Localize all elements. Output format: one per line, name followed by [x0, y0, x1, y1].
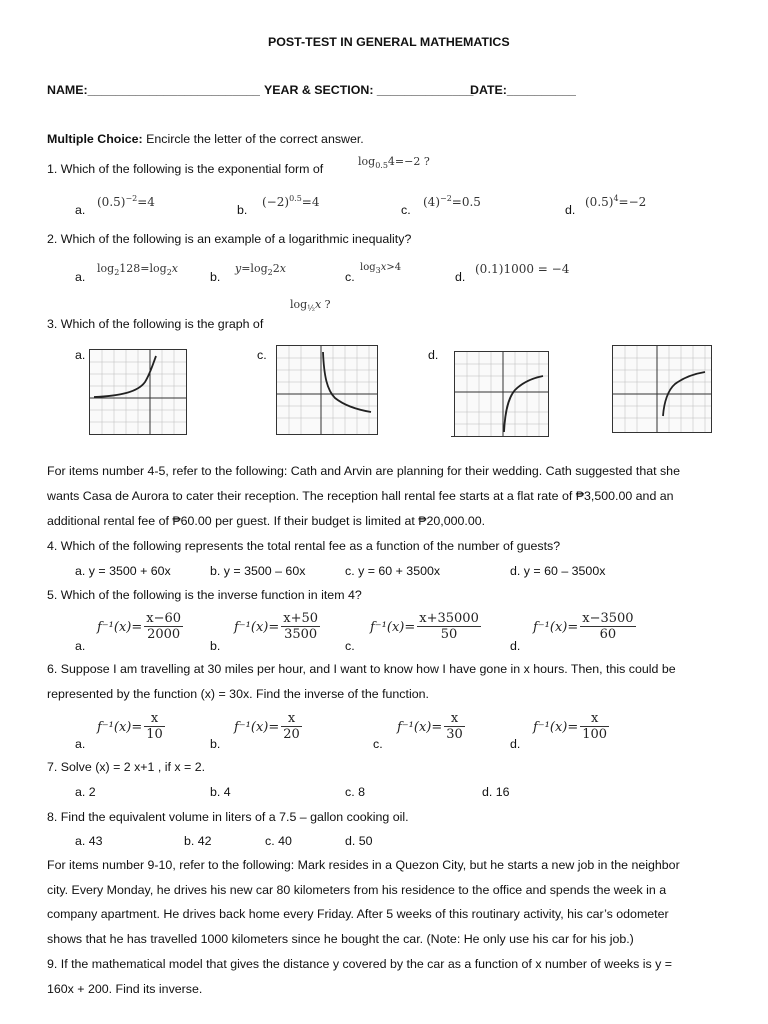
- q5-option-a-letter[interactable]: a.: [75, 639, 86, 653]
- q1-option-c-letter[interactable]: c.: [401, 203, 411, 217]
- q5-a-den: 2000: [147, 627, 181, 642]
- q8-option-d[interactable]: d. 50: [345, 834, 373, 848]
- q4-text: 4. Which of the following represents the total rental fee as a function of the number of guests?: [47, 539, 561, 553]
- q6-line1: 6. Suppose I am travelling at 30 miles per hour, and I want to know how I have gone in x hours. Then, this could be: [47, 662, 676, 676]
- q1-option-a-math: $(0.5)^{-2}=4$: [97, 194, 155, 209]
- q1-option-a-letter[interactable]: a.: [75, 203, 86, 217]
- q7-option-c[interactable]: c. 8: [345, 785, 365, 799]
- q4-option-b[interactable]: b. y = 3500 – 60x: [210, 564, 306, 578]
- q2-option-a-math: $\log_2128=\log_2x$: [97, 262, 178, 278]
- q5-b-num: x+50: [283, 611, 319, 626]
- q3-text: 3. Which of the following is the graph of: [47, 317, 264, 331]
- q8-option-b[interactable]: b. 42: [184, 834, 212, 848]
- q6-a-den: 10: [146, 727, 163, 742]
- q5-b-den: 3500: [284, 627, 318, 642]
- passage1-line1: For items number 4-5, refer to the following: Cath and Arvin are planning for their wedding. Cath suggested that she: [47, 464, 680, 478]
- q4-option-a[interactable]: a. y = 3500 + 60x: [75, 564, 171, 578]
- q2-option-d-math: (0.1)1000 = −4: [475, 262, 570, 276]
- q5-text: 5. Which of the following is the inverse function in item 4?: [47, 588, 362, 602]
- q5-c-num: x+35000: [419, 611, 479, 626]
- passage1-line3: additional rental fee of ₱60.00 per guest. If their budget is limited at ₱20,000.00.: [47, 514, 486, 528]
- q1-option-c-math: $(4)^{-2}=0.5$: [423, 194, 481, 209]
- q7-option-d[interactable]: d. 16: [482, 785, 510, 799]
- passage1-line2: wants Casa de Aurora to cater their reception. The reception hall rental fee starts at a flat rate of ₱3,500.00 and an: [47, 489, 674, 503]
- q1-text: 1. Which of the following is the exponential form of: [47, 162, 324, 176]
- q5-option-c-letter[interactable]: c.: [345, 639, 355, 653]
- instructions-label: Multiple Choice:: [47, 132, 143, 146]
- q7-option-a[interactable]: a. 2: [75, 785, 96, 799]
- q5-option-a-math: [97, 612, 183, 643]
- name-field[interactable]: NAME:_________________________: [47, 83, 260, 97]
- q5-b-lhs: f⁻¹(x)=: [234, 620, 280, 635]
- page-title: POST-TEST IN GENERAL MATHEMATICS: [268, 35, 510, 49]
- q1-option-b-letter[interactable]: b.: [237, 203, 248, 217]
- date-field[interactable]: DATE:__________: [470, 83, 576, 97]
- q1-option-d-letter[interactable]: d.: [565, 203, 576, 217]
- q6-a-lhs: f⁻¹(x)=: [97, 720, 143, 735]
- q6-b-num: x: [281, 712, 302, 727]
- graph-option-a[interactable]: [89, 349, 187, 435]
- graph-option-4[interactable]: [612, 345, 712, 433]
- q3-option-d-letter[interactable]: d.: [428, 348, 439, 362]
- q1-expression: $\log_{0.5}4=-2$ ?: [358, 155, 430, 171]
- q6-option-a-math: [97, 712, 165, 743]
- graph-d-underline: [451, 436, 549, 437]
- q2-option-d-letter[interactable]: d.: [455, 270, 466, 284]
- q6-option-d-math: [533, 712, 609, 743]
- q8-text: 8. Find the equivalent volume in liters of a 7.5 – gallon cooking oil.: [47, 810, 409, 824]
- q5-d-lhs: f⁻¹(x)=: [533, 620, 579, 635]
- q8-option-a[interactable]: a. 43: [75, 834, 103, 848]
- graph-option-d[interactable]: [454, 351, 549, 437]
- instructions: [47, 132, 364, 146]
- q6-option-b-letter[interactable]: b.: [210, 737, 221, 751]
- q6-b-lhs: f⁻¹(x)=: [234, 720, 280, 735]
- q1-option-d-math: $(0.5)^4=-2$: [585, 194, 647, 209]
- q5-c-den: 50: [440, 627, 458, 642]
- q4-option-d[interactable]: d. y = 60 – 3500x: [510, 564, 606, 578]
- q6-d-lhs: f⁻¹(x)=: [533, 720, 579, 735]
- q5-c-lhs: f⁻¹(x)=: [370, 620, 416, 635]
- q5-option-d-math: [533, 612, 636, 643]
- q2-option-a-letter[interactable]: a.: [75, 270, 86, 284]
- year-section-field[interactable]: YEAR & SECTION: ______________: [264, 83, 474, 97]
- q5-d-num: x−3500: [582, 611, 634, 626]
- passage2-line1: For items number 9-10, refer to the following: Mark resides in a Quezon City, but he starts a new job in the neighbor: [47, 858, 680, 872]
- q5-d-den: 60: [599, 627, 617, 642]
- q5-option-d-letter[interactable]: d.: [510, 639, 521, 653]
- q9-line2: 160x + 200. Find its inverse.: [47, 982, 203, 996]
- q2-option-b-letter[interactable]: b.: [210, 270, 221, 284]
- q6-c-lhs: f⁻¹(x)=: [397, 720, 443, 735]
- q6-option-d-letter[interactable]: d.: [510, 737, 521, 751]
- q6-b-den: 20: [283, 727, 300, 742]
- q5-option-c-math: [370, 612, 481, 643]
- q3-expression: $\log_{\frac{1}{2}}x$ ?: [290, 298, 331, 314]
- graph-option-c[interactable]: [276, 345, 378, 435]
- q6-option-a-letter[interactable]: a.: [75, 737, 86, 751]
- q6-a-num: x: [144, 712, 165, 727]
- q2-option-b-math: $y=\log_22x$: [235, 262, 286, 278]
- passage2-line2: city. Every Monday, he drives his new car 80 kilometers from his residence to the office and spends the week in a: [47, 883, 667, 897]
- q6-d-num: x: [580, 712, 609, 727]
- passage2-line4: shows that he has travelled 1000 kilometers since he bought the car. (Note: He only use his car for his job.): [47, 932, 634, 946]
- q8-option-c[interactable]: c. 40: [265, 834, 292, 848]
- q5-a-lhs: f⁻¹(x)=: [97, 620, 143, 635]
- q5-option-b-letter[interactable]: b.: [210, 639, 221, 653]
- q4-option-c[interactable]: c. y = 60 + 3500x: [345, 564, 441, 578]
- q3-option-c-letter[interactable]: c.: [257, 348, 267, 362]
- q6-line2: represented by the function (x) = 30x. Find the inverse of the function.: [47, 687, 429, 701]
- q1-option-b-math: $(-2)^{0.5}=4$: [262, 194, 320, 209]
- q6-option-b-math: [234, 712, 302, 743]
- q2-option-c-letter[interactable]: c.: [345, 270, 355, 284]
- q6-c-den: 30: [446, 727, 463, 742]
- q5-a-num: x−60: [146, 611, 182, 626]
- q2-option-c-math: $\log_3x>4$: [360, 262, 402, 275]
- q6-d-den: 100: [582, 727, 608, 742]
- instructions-text: Encircle the letter of the correct answer.: [142, 132, 364, 146]
- q7-option-b[interactable]: b. 4: [210, 785, 231, 799]
- passage2-line3: company apartment. He drives back home every Friday. After 5 weeks of this routinary activity, his car’s odometer: [47, 907, 669, 921]
- q2-text: 2. Which of the following is an example of a logarithmic inequality?: [47, 232, 412, 246]
- q6-c-num: x: [444, 712, 465, 727]
- q6-option-c-math: [397, 712, 465, 743]
- q9-line1: 9. If the mathematical model that gives the distance y covered by the car as a function of x number of weeks is y =: [47, 957, 673, 971]
- q3-option-a-letter[interactable]: a.: [75, 348, 86, 362]
- q6-option-c-letter[interactable]: c.: [373, 737, 383, 751]
- q7-text: 7. Solve (x) = 2 x+1 , if x = 2.: [47, 760, 206, 774]
- q5-option-b-math: [234, 612, 320, 643]
